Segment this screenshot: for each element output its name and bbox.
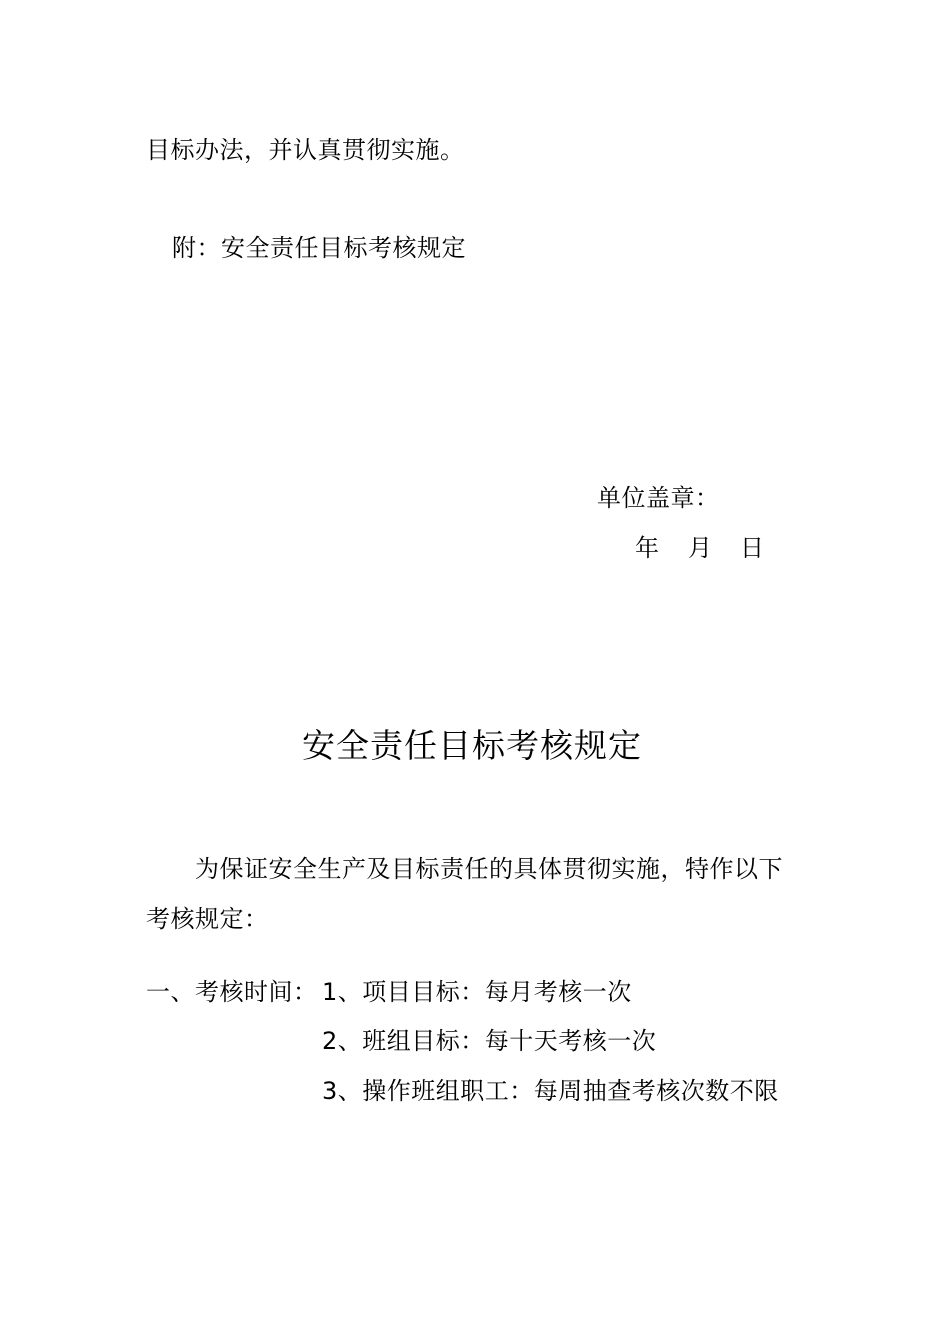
attachment-note: 附：安全责任目标考核规定	[172, 234, 466, 262]
item1-heading: 一、考核时间：	[146, 978, 318, 1006]
intro-paragraph-line1: 为保证安全生产及目标责任的具体贯彻实施，特作以下	[195, 855, 783, 883]
schedule-item: 3、操作班组职工：每周抽查考核次数不限	[322, 1077, 779, 1105]
date-month: 月	[688, 534, 713, 562]
seal-label: 单位盖章：	[597, 484, 720, 512]
page-title: 安全责任目标考核规定	[302, 726, 642, 765]
intro-paragraph-line2: 考核规定：	[146, 905, 269, 933]
continued-paragraph: 目标办法，并认真贯彻实施。	[146, 136, 465, 164]
date-year: 年	[635, 534, 660, 562]
date-day: 日	[740, 534, 765, 562]
schedule-item: 1、项目目标：每月考核一次	[322, 978, 632, 1006]
schedule-item: 2、班组目标：每十天考核一次	[322, 1027, 657, 1055]
